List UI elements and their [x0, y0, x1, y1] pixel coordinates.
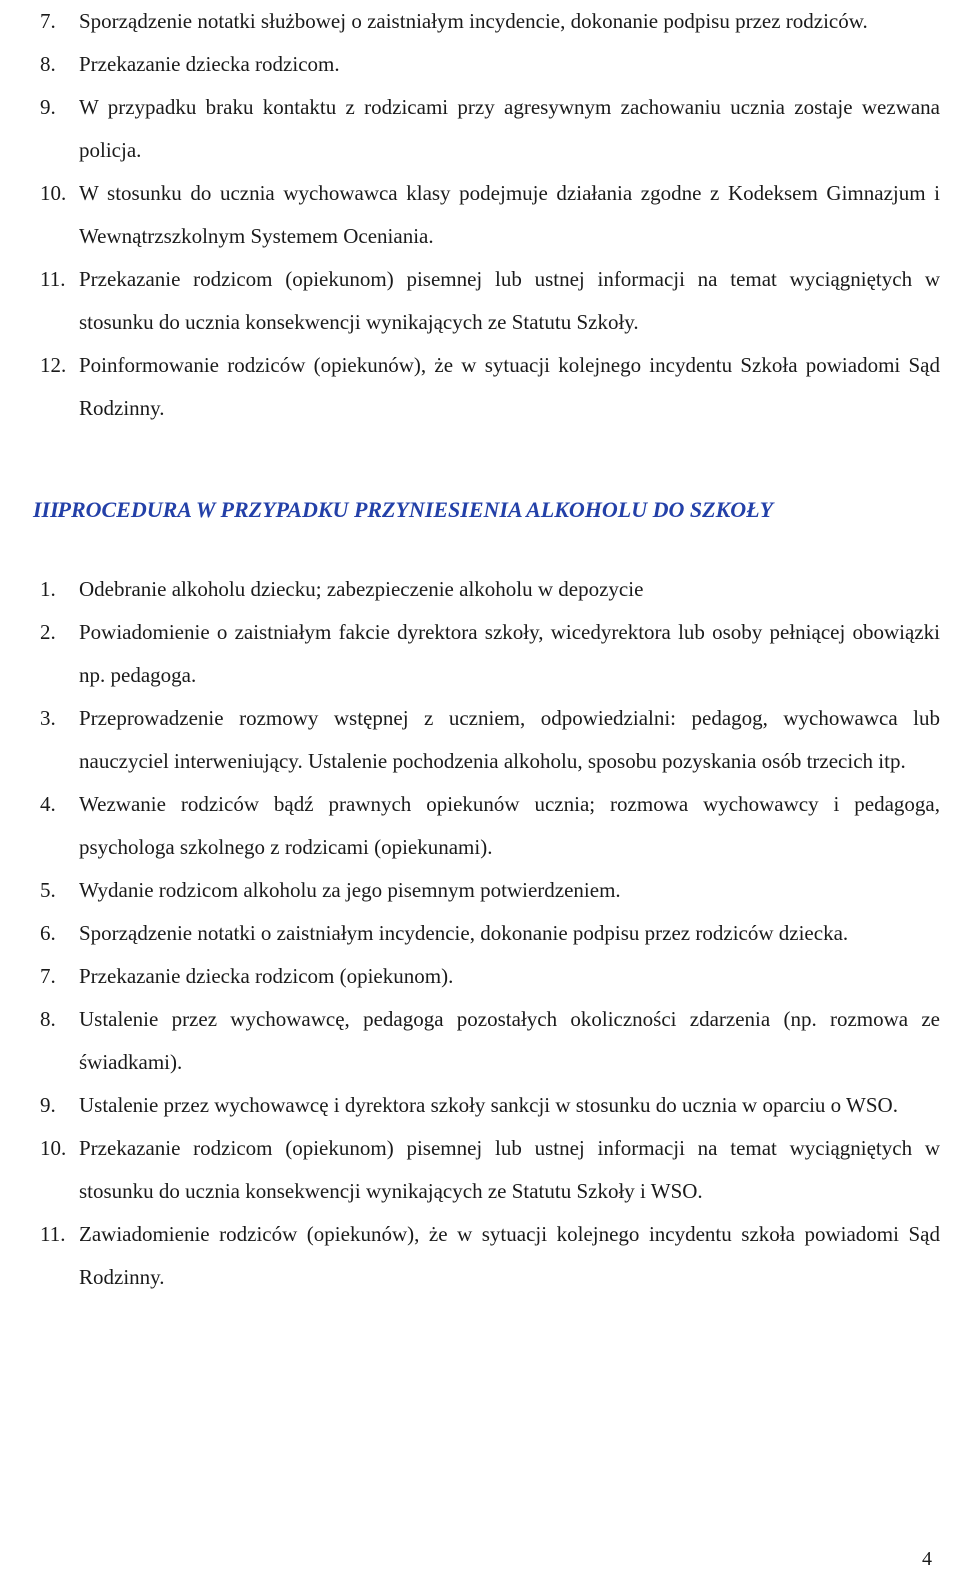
list-item	[40, 869, 940, 912]
item-number: 8.	[40, 1007, 56, 1031]
item-text: W przypadku braku kontaktu z rodzicami przy agresywnym zachowaniu ucznia zostaje wezwana policja.	[79, 95, 940, 162]
section-number: III.	[33, 497, 65, 522]
item-text: Ustalenie przez wychowawcę, pedagoga pozostałych okoliczności zdarzenia (np. rozmowa ze świadkami).	[79, 1007, 940, 1074]
list-item	[40, 611, 940, 697]
item-number: 7.	[40, 9, 56, 33]
item-text: Wydanie rodzicom alkoholu za jego pisemnym potwierdzeniem.	[79, 878, 621, 902]
item-number: 11.	[40, 267, 66, 291]
item-text: Sporządzenie notatki o zaistniałym incydencie, dokonanie podpisu przez rodziców dziecka.	[79, 921, 849, 945]
item-number: 10.	[40, 1136, 67, 1160]
item-number: 5.	[40, 878, 56, 902]
item-text: Przekazanie rodzicom (opiekunom) pisemnej lub ustnej informacji na temat wyciągniętych w stosunku do ucznia konsekwencji wynikających ze Statutu Szkoły i WSO.	[79, 1136, 940, 1203]
item-number: 12.	[40, 353, 67, 377]
item-text: Poinformowanie rodziców (opiekunów), że w sytuacji kolejnego incydentu Szkoła powiadomi Sąd Rodzinny.	[79, 353, 940, 420]
item-text: Zawiadomienie rodziców (opiekunów), że w sytuacji kolejnego incydentu szkoła powiadomi Sąd Rodzinny.	[79, 1222, 940, 1289]
list-item	[40, 43, 940, 86]
item-number: 9.	[40, 95, 56, 119]
list-item	[40, 783, 940, 869]
alcohol-procedure-list	[40, 568, 940, 1299]
item-text: Przekazanie dziecka rodzicom (opiekunom).	[79, 964, 454, 988]
section-heading	[33, 494, 773, 526]
item-number: 11.	[40, 1222, 66, 1246]
procedure-list-continued	[40, 0, 940, 430]
list-item	[40, 258, 940, 344]
item-number: 8.	[40, 52, 56, 76]
list-item	[40, 1084, 940, 1127]
item-number: 1.	[40, 577, 56, 601]
list-item	[40, 0, 940, 43]
item-number: 7.	[40, 964, 56, 988]
list-item	[40, 1127, 940, 1213]
item-number: 2.	[40, 620, 56, 644]
item-number: 3.	[40, 706, 56, 730]
item-text: Przekazanie rodzicom (opiekunom) pisemnej lub ustnej informacji na temat wyciągniętych w stosunku do ucznia konsekwencji wynikających ze Statutu Szkoły.	[79, 267, 940, 334]
list-item	[40, 568, 940, 611]
list-item	[40, 912, 940, 955]
item-text: Sporządzenie notatki służbowej o zaistniałym incydencie, dokonanie podpisu przez rodziców.	[79, 9, 868, 33]
list-item	[40, 998, 940, 1084]
item-text: Przekazanie dziecka rodzicom.	[79, 52, 340, 76]
list-item	[40, 1213, 940, 1299]
item-number: 6.	[40, 921, 56, 945]
item-text: W stosunku do ucznia wychowawca klasy podejmuje działania zgodne z Kodeksem Gimnazjum i Wewnątrzszkolnym Systemem Oceniania.	[79, 181, 940, 248]
item-number: 9.	[40, 1093, 56, 1117]
item-text: Przeprowadzenie rozmowy wstępnej z uczniem, odpowiedzialni: pedagog, wychowawca lub nauczyciel interweniujący. Ustalenie pochodzenia alkoholu, sposobu pozyskania osób trzecich itp.	[79, 706, 940, 773]
list-item	[40, 697, 940, 783]
list-item	[40, 86, 940, 172]
page-number: 4	[922, 1548, 932, 1570]
list-item	[40, 344, 940, 430]
item-text: Wezwanie rodziców bądź prawnych opiekunów ucznia; rozmowa wychowawcy i pedagoga, psychologa szkolnego z rodzicami (opiekunami).	[79, 792, 940, 859]
item-text: Odebranie alkoholu dziecku; zabezpieczenie alkoholu w depozycie	[79, 577, 644, 601]
section-title: PROCEDURA W PRZYPADKU PRZYNIESIENIA ALKOHOLU DO SZKOŁY	[57, 497, 774, 522]
list-item	[40, 955, 940, 998]
item-text: Ustalenie przez wychowawcę i dyrektora szkoły sankcji w stosunku do ucznia w oparciu o WSO.	[79, 1093, 898, 1117]
item-number: 4.	[40, 792, 56, 816]
item-text: Powiadomienie o zaistniałym fakcie dyrektora szkoły, wicedyrektora lub osoby pełniącej obowiązki np. pedagoga.	[79, 620, 940, 687]
list-item	[40, 172, 940, 258]
item-number: 10.	[40, 181, 67, 205]
